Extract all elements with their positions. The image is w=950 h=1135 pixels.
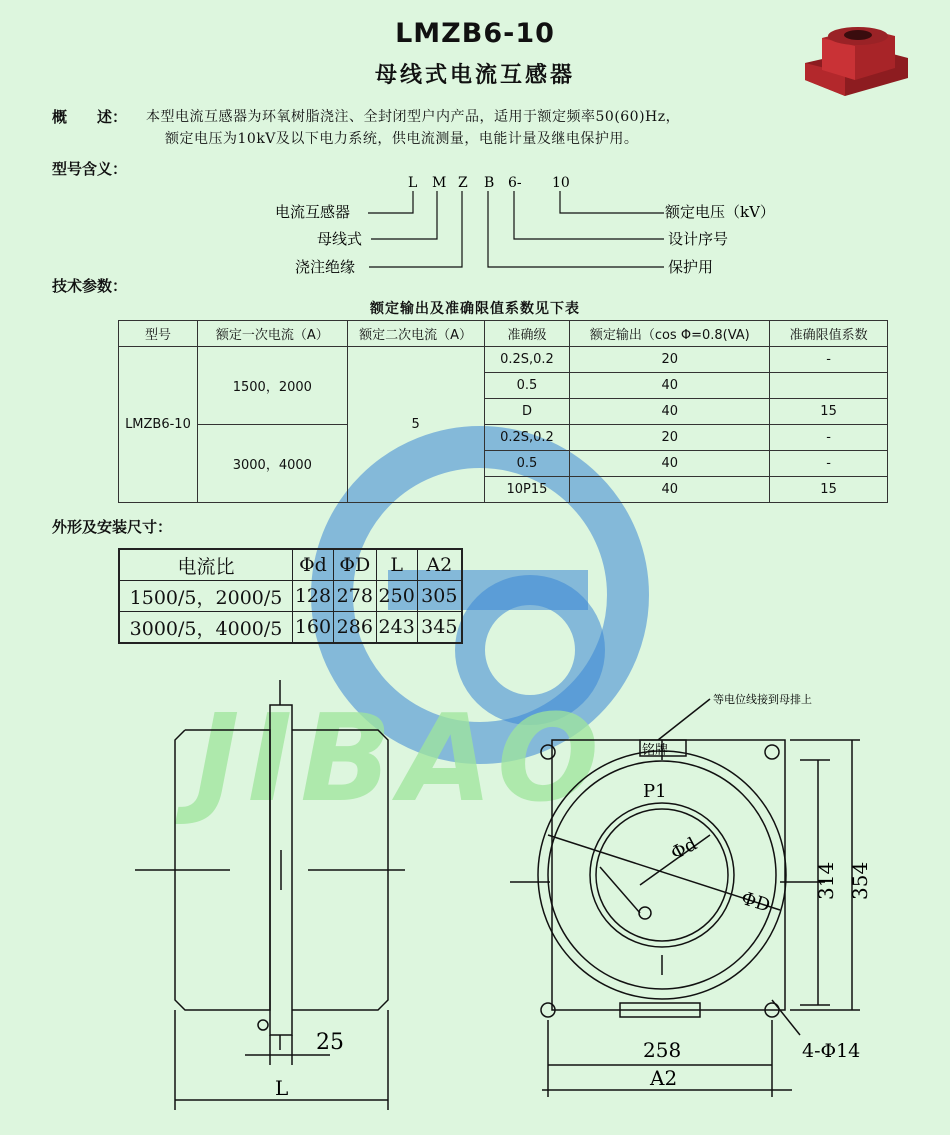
dims-label: 外形及安装尺寸： <box>52 518 173 536</box>
output-cell: 40 <box>570 373 770 399</box>
output-cell: 40 <box>570 451 770 477</box>
output-cell: 20 <box>570 347 770 373</box>
header-cell: 额定二次电流（A） <box>347 321 484 347</box>
note-text: 等电位线接到母排上 <box>713 693 812 706</box>
code-letter: L <box>408 175 418 191</box>
accuracy-cell: 0.5 <box>484 373 570 399</box>
model-cell: LMZB6-10 <box>119 347 198 503</box>
dim-354: 354 <box>848 861 872 900</box>
table-row <box>119 425 888 451</box>
value-cell: 278 <box>333 581 376 612</box>
alf-cell: - <box>770 425 888 451</box>
header-cell: 准确级 <box>484 321 570 347</box>
phi-d-label: Φd <box>667 833 701 865</box>
tech-table-title: 额定输出及准确限值系数见下表 <box>370 301 580 317</box>
holes-label: 4-Φ14 <box>802 1040 861 1062</box>
dims-header-row <box>119 549 462 581</box>
alf-cell <box>770 373 888 399</box>
header-cell: 额定一次电流（A） <box>197 321 347 347</box>
output-cell: 40 <box>570 399 770 425</box>
overview-line2: 额定电压为10kV及以下电力系统，供电流测量，电能计量及继电保护用。 <box>165 131 639 147</box>
watermark-text: JIBAO <box>195 690 607 829</box>
table-header-row <box>119 321 888 347</box>
header-cell: 额定输出（cos Φ=0.8(VA) <box>570 321 770 347</box>
tech-label: 技术参数： <box>52 277 128 295</box>
meaning-left-3: 浇注绝缘 <box>295 258 356 276</box>
secondary-cell: 5 <box>347 347 484 503</box>
accuracy-cell: 10P15 <box>484 477 570 503</box>
table-row <box>119 347 888 373</box>
meaning-left-2: 母线式 <box>317 230 363 248</box>
p1-label: P1 <box>643 781 667 802</box>
header-cell: 电流比 <box>119 549 293 581</box>
header-cell: Φd <box>293 549 334 581</box>
code-letter: B <box>484 175 495 191</box>
model-meaning-label: 型号含义： <box>52 160 128 178</box>
model-title: LMZB6-10 <box>395 18 555 49</box>
tech-table <box>118 320 888 503</box>
code-letter: Z <box>458 175 468 191</box>
alf-cell: - <box>770 451 888 477</box>
dim-L: L <box>275 1076 289 1100</box>
phi-D-label: ΦD <box>738 887 773 917</box>
value-cell: 345 <box>417 612 462 644</box>
ratio-cell: 1500/5，2000/5 <box>119 581 293 612</box>
alf-cell: 15 <box>770 399 888 425</box>
code-letter: M <box>432 175 447 191</box>
header-cell: L <box>376 549 417 581</box>
header-cell: 型号 <box>119 321 198 347</box>
table-row <box>119 612 462 644</box>
dims-table <box>118 548 463 644</box>
product-image <box>800 18 912 98</box>
ratio-cell: 3000/5，4000/5 <box>119 612 293 644</box>
header-cell: 准确限值系数 <box>770 321 888 347</box>
accuracy-cell: 0.5 <box>484 451 570 477</box>
meaning-left-1: 电流互感器 <box>275 203 351 221</box>
accuracy-cell: 0.2S,0.2 <box>484 347 570 373</box>
primary-cell: 1500，2000 <box>197 347 347 425</box>
header-cell: A2 <box>417 549 462 581</box>
value-cell: 128 <box>293 581 334 612</box>
table-row <box>119 581 462 612</box>
overview-label: 概 述： <box>52 108 128 126</box>
dim-314: 314 <box>814 861 838 900</box>
meaning-right-3: 保护用 <box>668 258 714 276</box>
value-cell: 250 <box>376 581 417 612</box>
dim-A2: A2 <box>650 1066 678 1090</box>
alf-cell: - <box>770 347 888 373</box>
value-cell: 160 <box>293 612 334 644</box>
value-cell: 305 <box>417 581 462 612</box>
header-cell: ΦD <box>333 549 376 581</box>
dim-25: 25 <box>316 1030 344 1055</box>
overview-line1: 本型电流互感器为环氧树脂浇注、全封闭型户内产品，适用于额定频率50(60)Hz， <box>146 109 681 125</box>
side-view-drawing <box>120 670 430 1120</box>
primary-cell: 3000，4000 <box>197 425 347 503</box>
meaning-right-1: 额定电压（kV） <box>665 203 775 221</box>
output-cell: 40 <box>570 477 770 503</box>
product-name: 母线式电流互感器 <box>374 63 575 88</box>
dim-258: 258 <box>643 1038 682 1062</box>
accuracy-cell: D <box>484 399 570 425</box>
alf-cell: 15 <box>770 477 888 503</box>
code-letter: 6- <box>508 175 522 191</box>
front-view-drawing <box>500 685 930 1125</box>
code-letter: 10 <box>552 175 570 191</box>
value-cell: 286 <box>333 612 376 644</box>
meaning-right-2: 设计序号 <box>668 230 729 248</box>
accuracy-cell: 0.2S,0.2 <box>484 425 570 451</box>
output-cell: 20 <box>570 425 770 451</box>
value-cell: 243 <box>376 612 417 644</box>
model-code-diagram <box>250 168 810 278</box>
nameplate-label: 铭牌 <box>642 743 669 758</box>
